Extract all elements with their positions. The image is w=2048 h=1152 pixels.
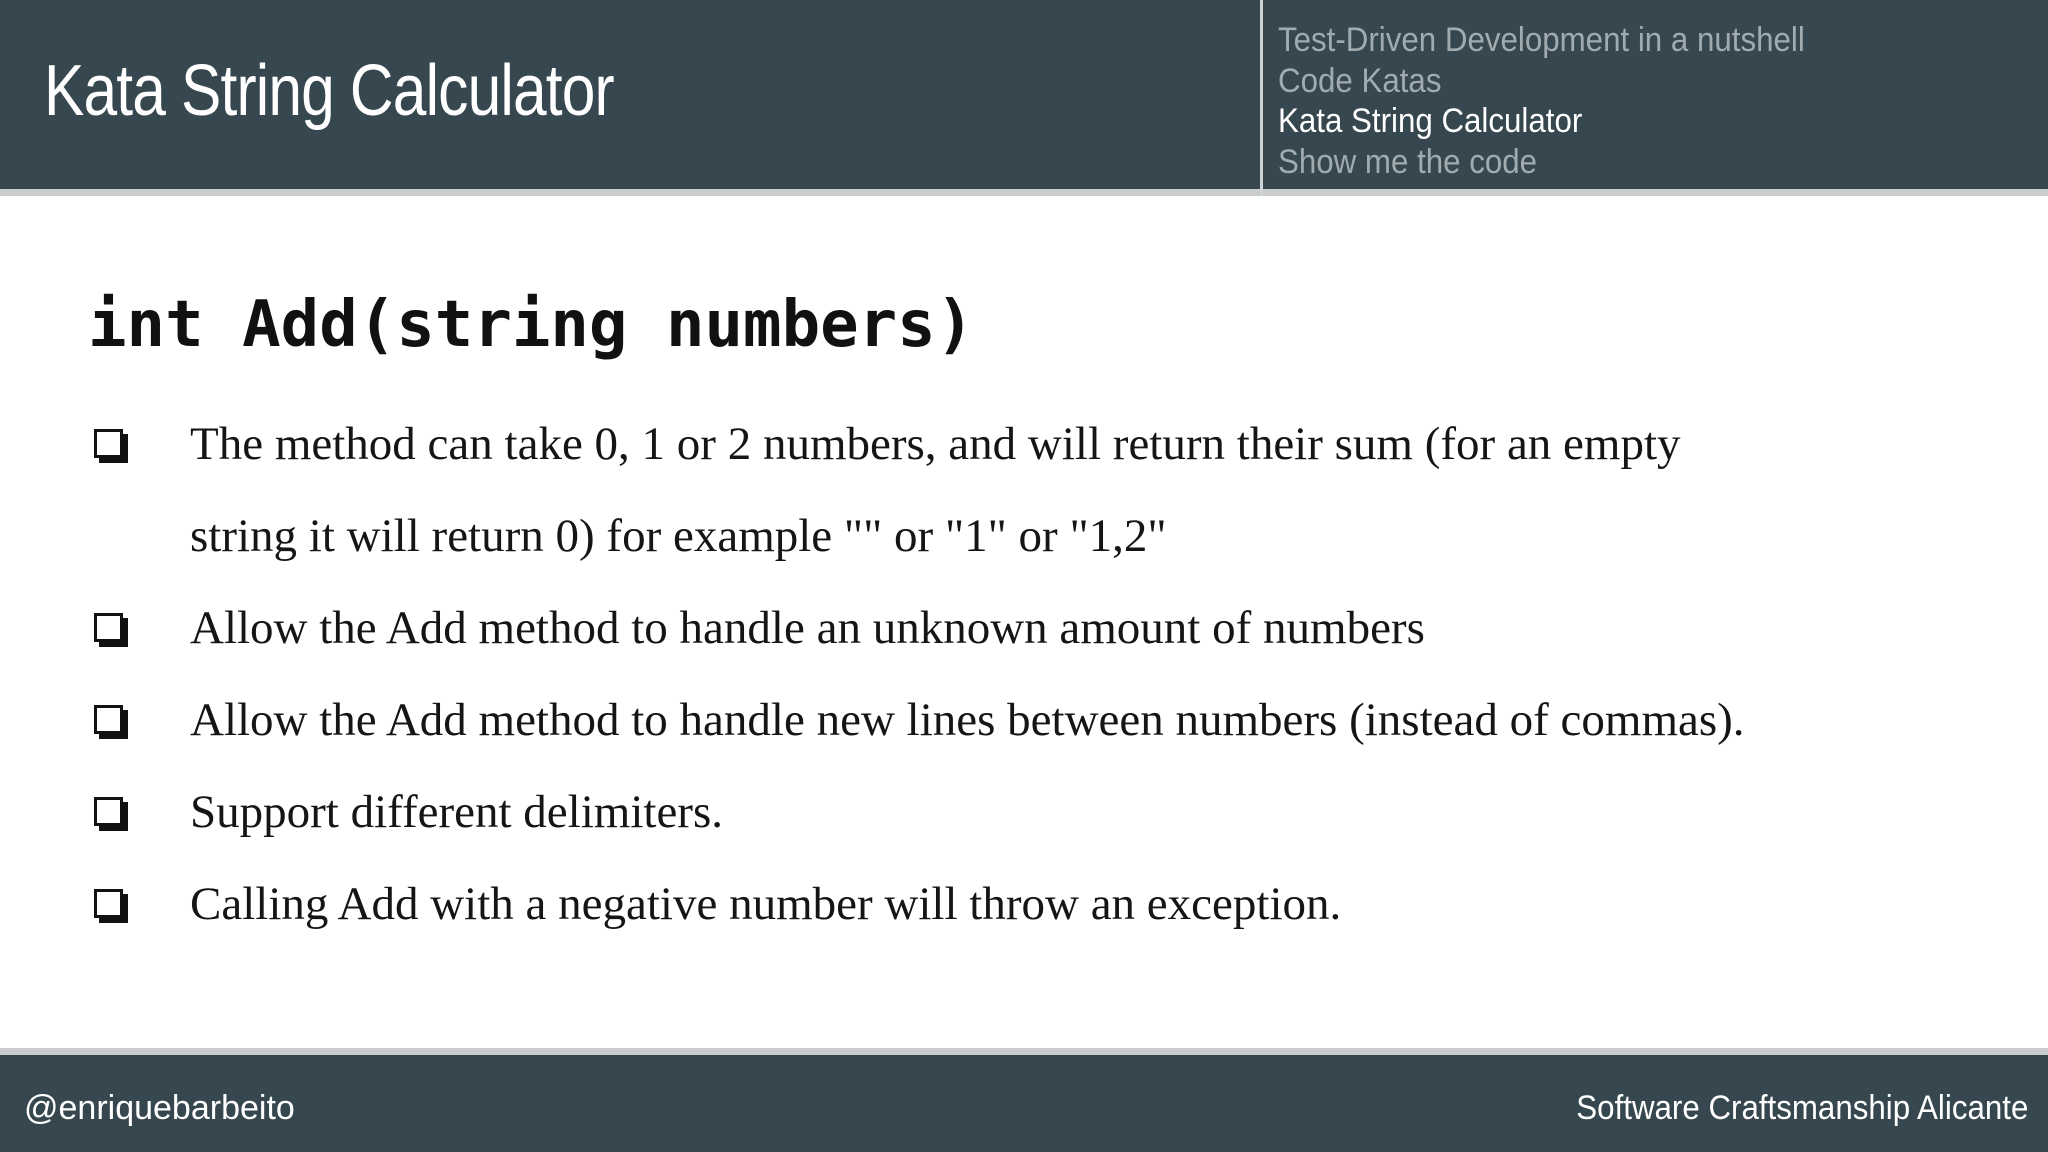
checkbox-icon <box>94 429 123 458</box>
list-item-text: Allow the Add method to handle new lines between numbers (instead of commas). <box>190 694 1745 746</box>
list-item-text: Support different delimiters. <box>190 786 723 838</box>
slide-title: Kata String Calculator <box>44 51 614 131</box>
section-nav <box>1278 20 1805 182</box>
checkbox-icon <box>94 797 123 826</box>
checkbox-icon <box>94 705 123 734</box>
organization-name: Software Craftsmanship Alicante <box>1575 1089 2028 1127</box>
list-item <box>94 582 1994 674</box>
nav-item-tdd[interactable]: Test-Driven Development in a nutshell <box>1278 21 1805 59</box>
footer-bar <box>0 1048 2048 1152</box>
list-item-text-line-2: string it will return 0) for example "" or "1" or "1,2" <box>190 510 1167 562</box>
list-item-text-line-1: The method can take 0, 1 or 2 numbers, and will return their sum (for an empty <box>190 418 1681 470</box>
nav-item-show-me-the-code[interactable]: Show me the code <box>1278 142 1538 181</box>
requirements-list <box>94 398 1994 950</box>
list-item <box>94 858 1994 950</box>
list-item-text: Calling Add with a negative number will throw an exception. <box>190 878 1342 930</box>
checkbox-icon <box>94 613 123 642</box>
list-item-text: Allow the Add method to handle an unknown amount of numbers <box>190 602 1425 654</box>
nav-item-kata-string-calculator[interactable]: Kata String Calculator <box>1278 102 1583 140</box>
checkbox-icon <box>94 889 123 918</box>
method-signature-heading: int Add(string numbers) <box>88 288 975 362</box>
author-handle: @enriquebarbeito <box>24 1089 295 1127</box>
list-item <box>94 766 1994 858</box>
list-item <box>94 398 1994 582</box>
header-divider <box>1260 0 1263 196</box>
list-item <box>94 674 1994 766</box>
header-bar <box>0 0 2048 196</box>
nav-item-code-katas[interactable]: Code Katas <box>1278 61 1442 100</box>
